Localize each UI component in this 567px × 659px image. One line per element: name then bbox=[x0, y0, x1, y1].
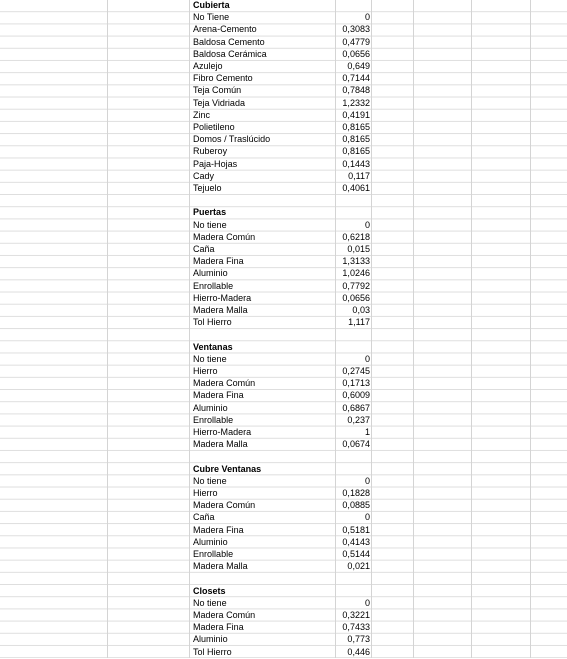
section-title: Ventanas bbox=[193, 341, 233, 353]
coefficient-cell[interactable]: 0,7792 bbox=[342, 280, 370, 292]
coefficient-cell[interactable]: 0,1828 bbox=[342, 488, 370, 499]
table-row[interactable] bbox=[0, 37, 567, 49]
coefficient-cell[interactable]: 0,4143 bbox=[342, 536, 370, 548]
table-row[interactable] bbox=[0, 561, 567, 573]
table-row[interactable] bbox=[0, 317, 567, 329]
coefficient-cell[interactable]: 0,0885 bbox=[342, 500, 370, 512]
table-row[interactable] bbox=[0, 439, 567, 451]
coefficient-cell[interactable]: 0 bbox=[364, 475, 370, 487]
coefficient-cell[interactable]: 0,4779 bbox=[342, 36, 370, 48]
coefficient-cell[interactable]: 0,8165 bbox=[342, 146, 370, 158]
material-cell[interactable]: Cady bbox=[193, 170, 215, 182]
table-row[interactable] bbox=[0, 159, 567, 171]
table-row[interactable] bbox=[0, 85, 567, 97]
material-cell[interactable]: Tol Hierro bbox=[193, 317, 232, 329]
table-row[interactable] bbox=[0, 293, 567, 305]
coefficient-cell[interactable]: 1,0246 bbox=[342, 268, 370, 280]
material-cell[interactable]: Hierro-Madera bbox=[193, 427, 252, 438]
coefficient-cell[interactable]: 0,446 bbox=[347, 646, 370, 658]
section-title: Cubre Ventanas bbox=[193, 463, 262, 475]
material-cell[interactable]: Madera Malla bbox=[193, 561, 248, 573]
material-cell[interactable]: Madera Común bbox=[193, 231, 256, 243]
coefficient-cell[interactable]: 0,1713 bbox=[342, 378, 370, 390]
table-row[interactable] bbox=[0, 281, 567, 293]
coefficient-cell[interactable]: 1,3133 bbox=[342, 256, 370, 268]
table-row[interactable] bbox=[0, 525, 567, 537]
table-row[interactable] bbox=[0, 256, 567, 268]
table-row[interactable] bbox=[0, 232, 567, 244]
coefficient-cell[interactable]: 1 bbox=[364, 427, 370, 438]
coefficient-cell[interactable]: 0 bbox=[364, 219, 370, 231]
coefficient-cell[interactable]: 0,773 bbox=[347, 634, 370, 646]
material-cell[interactable]: Baldosa Cemento bbox=[193, 36, 265, 48]
material-cell[interactable]: Arena-Cemento bbox=[193, 24, 257, 36]
material-cell[interactable]: Madera Fina bbox=[193, 390, 244, 402]
coefficient-cell[interactable]: 0,3083 bbox=[342, 24, 370, 36]
section-header[interactable] bbox=[0, 207, 567, 219]
material-cell[interactable]: Zinc bbox=[193, 109, 211, 121]
table-row[interactable] bbox=[0, 415, 567, 427]
material-cell[interactable]: Madera Malla bbox=[193, 439, 248, 451]
coefficient-cell[interactable]: 0,03 bbox=[352, 305, 370, 316]
table-row[interactable] bbox=[0, 268, 567, 280]
section-header[interactable] bbox=[0, 464, 567, 476]
material-cell[interactable]: Madera Fina bbox=[193, 524, 244, 536]
table-row[interactable] bbox=[0, 476, 567, 488]
coefficient-cell[interactable]: 0,7433 bbox=[342, 622, 370, 634]
table-row[interactable] bbox=[0, 537, 567, 549]
coefficient-cell[interactable]: 1,117 bbox=[348, 317, 370, 329]
material-cell[interactable]: Caña bbox=[193, 512, 215, 524]
table-row[interactable] bbox=[0, 598, 567, 610]
material-cell[interactable]: Teja Común bbox=[193, 85, 242, 97]
material-cell[interactable]: No tiene bbox=[193, 353, 227, 365]
material-cell[interactable]: No tiene bbox=[193, 219, 227, 231]
table-row[interactable] bbox=[0, 512, 567, 524]
section-header[interactable] bbox=[0, 586, 567, 598]
coefficient-cell[interactable]: 0,6009 bbox=[342, 390, 370, 402]
material-cell[interactable]: Madera Fina bbox=[193, 622, 244, 634]
table-row[interactable] bbox=[0, 378, 567, 390]
table-row[interactable] bbox=[0, 244, 567, 256]
material-cell[interactable]: Madera Malla bbox=[193, 305, 248, 316]
coefficient-cell[interactable]: 0 bbox=[364, 512, 370, 524]
table-row[interactable] bbox=[0, 366, 567, 378]
table-row[interactable] bbox=[0, 110, 567, 122]
material-cell[interactable]: Madera Fina bbox=[193, 256, 244, 268]
coefficient-cell[interactable]: 0 bbox=[364, 597, 370, 609]
table-row[interactable] bbox=[0, 146, 567, 158]
material-cell[interactable]: Hierro bbox=[193, 488, 218, 499]
material-cell[interactable]: Aluminio bbox=[193, 634, 228, 646]
material-cell[interactable]: Aluminio bbox=[193, 402, 228, 414]
coefficient-cell[interactable]: 0,6218 bbox=[342, 231, 370, 243]
table-row[interactable] bbox=[0, 220, 567, 232]
material-cell[interactable]: Caña bbox=[193, 244, 215, 255]
coefficient-cell[interactable]: 0,5181 bbox=[342, 524, 370, 536]
table-row[interactable] bbox=[0, 98, 567, 110]
coefficient-cell[interactable]: 0,7848 bbox=[342, 85, 370, 97]
coefficient-cell[interactable]: 0,4191 bbox=[342, 109, 370, 121]
coefficient-cell[interactable]: 0,2745 bbox=[342, 366, 370, 377]
table-row[interactable] bbox=[0, 354, 567, 366]
material-cell[interactable]: No tiene bbox=[193, 475, 227, 487]
table-row[interactable] bbox=[0, 61, 567, 73]
coefficient-cell[interactable]: 0,237 bbox=[347, 414, 370, 426]
material-cell[interactable]: Paja-Hojas bbox=[193, 158, 238, 170]
material-cell[interactable]: No tiene bbox=[193, 597, 227, 609]
material-cell[interactable]: Polietileno bbox=[193, 122, 235, 133]
section-title: Cubierta bbox=[193, 0, 230, 11]
coefficient-cell[interactable]: 0,5144 bbox=[342, 549, 370, 560]
material-cell[interactable]: No Tiene bbox=[193, 12, 230, 24]
table-row[interactable] bbox=[0, 122, 567, 134]
coefficient-cell[interactable]: 0 bbox=[364, 353, 370, 365]
material-cell[interactable]: Tejuelo bbox=[193, 183, 222, 194]
table-row[interactable] bbox=[0, 134, 567, 146]
material-cell[interactable]: Ruberoy bbox=[193, 146, 228, 158]
coefficient-cell[interactable]: 0,0656 bbox=[342, 292, 370, 304]
table-row[interactable] bbox=[0, 610, 567, 622]
section-title: Closets bbox=[193, 585, 226, 597]
coefficient-cell[interactable]: 0,0674 bbox=[342, 439, 370, 451]
material-cell[interactable]: Hierro bbox=[193, 366, 218, 377]
coefficient-cell[interactable]: 0,4061 bbox=[342, 183, 370, 194]
table-row[interactable] bbox=[0, 24, 567, 36]
coefficient-cell[interactable]: 0,021 bbox=[347, 561, 370, 573]
coefficient-cell[interactable]: 0,8165 bbox=[342, 134, 370, 146]
material-cell[interactable]: Aluminio bbox=[193, 536, 228, 548]
material-cell[interactable]: Azulejo bbox=[193, 61, 223, 72]
table-row[interactable] bbox=[0, 427, 567, 439]
table-row[interactable] bbox=[0, 622, 567, 634]
coefficient-cell[interactable]: 1,2332 bbox=[342, 97, 370, 109]
material-cell[interactable]: Baldosa Cerámica bbox=[193, 48, 267, 60]
coefficient-cell[interactable]: 0,6867 bbox=[342, 402, 370, 414]
coefficient-cell[interactable]: 0,8165 bbox=[342, 122, 370, 133]
table-row[interactable] bbox=[0, 183, 567, 195]
table-row[interactable] bbox=[0, 49, 567, 61]
material-cell[interactable]: Madera Común bbox=[193, 610, 256, 621]
material-cell[interactable]: Enrollable bbox=[193, 280, 234, 292]
material-cell[interactable]: Hierro-Madera bbox=[193, 292, 252, 304]
section-header[interactable] bbox=[0, 342, 567, 354]
material-cell[interactable]: Aluminio bbox=[193, 268, 228, 280]
coefficient-cell[interactable]: 0,1443 bbox=[342, 158, 370, 170]
table-row[interactable] bbox=[0, 647, 567, 659]
coefficient-cell[interactable]: 0,3221 bbox=[342, 610, 370, 621]
table-row[interactable] bbox=[0, 305, 567, 317]
table-row[interactable] bbox=[0, 390, 567, 402]
table-row[interactable] bbox=[0, 73, 567, 85]
material-cell[interactable]: Teja Vidriada bbox=[193, 97, 245, 109]
material-cell[interactable]: Enrollable bbox=[193, 549, 234, 560]
table-row[interactable] bbox=[0, 500, 567, 512]
coefficient-cell[interactable]: 0,649 bbox=[347, 61, 370, 72]
table-row[interactable] bbox=[0, 12, 567, 24]
material-cell[interactable]: Domos / Traslúcido bbox=[193, 134, 271, 146]
material-cell[interactable]: Madera Común bbox=[193, 378, 256, 390]
table-row[interactable] bbox=[0, 488, 567, 500]
coefficient-cell[interactable]: 0,0656 bbox=[342, 48, 370, 60]
coefficient-cell[interactable]: 0,015 bbox=[347, 244, 370, 255]
material-cell[interactable]: Madera Común bbox=[193, 500, 256, 512]
coefficient-cell[interactable]: 0 bbox=[364, 12, 370, 24]
table-row[interactable] bbox=[0, 171, 567, 183]
coefficient-cell[interactable]: 0,7144 bbox=[342, 73, 370, 85]
section-title: Puertas bbox=[193, 207, 227, 219]
material-cell[interactable]: Enrollable bbox=[193, 414, 234, 426]
table-row[interactable] bbox=[0, 403, 567, 415]
material-cell[interactable]: Fibro Cemento bbox=[193, 73, 253, 85]
material-cell[interactable]: Tol Hierro bbox=[193, 646, 232, 658]
section-header[interactable] bbox=[0, 0, 567, 12]
table-row[interactable] bbox=[0, 549, 567, 561]
table-row[interactable] bbox=[0, 634, 567, 646]
coefficient-cell[interactable]: 0,117 bbox=[348, 170, 370, 182]
